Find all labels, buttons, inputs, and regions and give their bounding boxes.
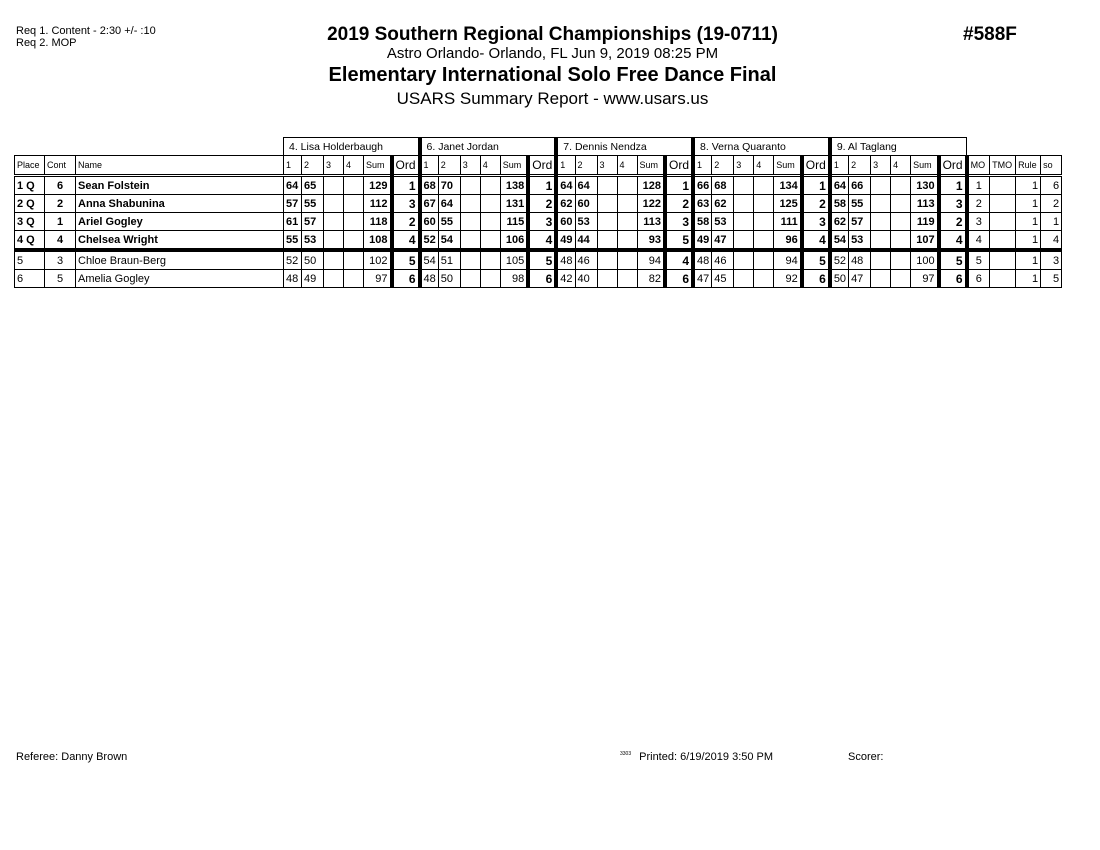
mark-cell: 49 [693, 231, 712, 251]
tmo-cell [990, 231, 1016, 251]
mark-cell [324, 195, 344, 213]
ordinal-cell: 3 [528, 213, 556, 231]
event-code: #588F [963, 24, 1017, 45]
ordinal-cell: 6 [665, 270, 693, 288]
judge-name: 6. Janet Jordan [420, 138, 557, 156]
mark-cell [754, 176, 774, 195]
mark-cell [597, 250, 617, 270]
tmo-cell [990, 195, 1016, 213]
mark-cell: 60 [575, 195, 597, 213]
mark-cell [754, 250, 774, 270]
ordinal-cell: 2 [665, 195, 693, 213]
mark-cell [344, 270, 364, 288]
mark-cell: 45 [712, 270, 734, 288]
mark-cell: 62 [712, 195, 734, 213]
skater-name: Ariel Gogley [76, 213, 284, 231]
mark-cell: 53 [849, 231, 871, 251]
column-header-row [15, 156, 1062, 176]
mark-cell [891, 213, 911, 231]
mark-cell [734, 213, 754, 231]
mark-cell [871, 270, 891, 288]
so-cell: 3 [1041, 250, 1062, 270]
sum-cell: 100 [911, 250, 939, 270]
mark-cell: 57 [302, 213, 324, 231]
mark-cell [460, 176, 480, 195]
judge-name: 7. Dennis Nendza [556, 138, 693, 156]
so-cell: 4 [1041, 231, 1062, 251]
cont-cell: 1 [45, 213, 76, 231]
mark-cell [734, 270, 754, 288]
mark-cell [344, 195, 364, 213]
ordinal-cell: 5 [939, 250, 967, 270]
report-header [280, 24, 825, 110]
mo-cell: 3 [967, 213, 990, 231]
so-cell: 2 [1041, 195, 1062, 213]
header-mark-3: 3 [324, 156, 344, 176]
header-mark-4: 4 [754, 156, 774, 176]
ordinal-cell: 5 [802, 250, 830, 270]
mark-cell [597, 231, 617, 251]
header-place: Place [15, 156, 45, 176]
table-row [15, 231, 1062, 251]
mark-cell [734, 176, 754, 195]
ordinal-cell: 1 [528, 176, 556, 195]
mark-cell: 66 [693, 176, 712, 195]
sum-cell: 97 [911, 270, 939, 288]
mark-cell: 53 [575, 213, 597, 231]
sum-cell: 82 [637, 270, 665, 288]
mark-cell [754, 195, 774, 213]
ordinal-cell: 2 [939, 213, 967, 231]
mark-cell [324, 270, 344, 288]
mark-cell [480, 195, 500, 213]
ordinal-cell: 3 [392, 195, 420, 213]
cont-cell: 2 [45, 195, 76, 213]
mark-cell [734, 250, 754, 270]
mark-cell: 48 [556, 250, 575, 270]
sum-cell: 122 [637, 195, 665, 213]
mark-cell: 46 [575, 250, 597, 270]
location-date: Astro Orlando- Orlando, FL Jun 9, 2019 08:25 PM [386, 45, 719, 62]
mark-cell [460, 250, 480, 270]
mark-cell [617, 195, 637, 213]
sum-cell: 93 [637, 231, 665, 251]
requirements [16, 25, 156, 49]
header-sum: Sum [364, 156, 392, 176]
report-name: USARS Summary Report - www.usars.us [396, 89, 709, 108]
sum-cell: 111 [774, 213, 802, 231]
sum-cell: 113 [637, 213, 665, 231]
mark-cell [891, 250, 911, 270]
ordinal-cell: 3 [939, 195, 967, 213]
mark-cell: 48 [693, 250, 712, 270]
mark-cell: 49 [556, 231, 575, 251]
ordinal-cell: 6 [802, 270, 830, 288]
mark-cell: 58 [830, 195, 849, 213]
mark-cell: 57 [284, 195, 302, 213]
table-row [15, 213, 1062, 231]
mark-cell: 61 [284, 213, 302, 231]
tmo-cell [990, 213, 1016, 231]
empty-cell [15, 138, 284, 156]
header-sum: Sum [500, 156, 528, 176]
sum-cell: 131 [500, 195, 528, 213]
mark-cell: 55 [284, 231, 302, 251]
ordinal-cell: 5 [392, 250, 420, 270]
header-mark-2: 2 [849, 156, 871, 176]
mark-cell [597, 270, 617, 288]
mark-cell: 49 [302, 270, 324, 288]
requirement-2: Req 2. MOP [16, 37, 77, 49]
ordinal-cell: 1 [665, 176, 693, 195]
ordinal-cell: 1 [939, 176, 967, 195]
mark-cell: 55 [302, 195, 324, 213]
mark-cell [891, 195, 911, 213]
header-rule: Rule [1016, 156, 1041, 176]
mark-cell [460, 213, 480, 231]
so-cell: 5 [1041, 270, 1062, 288]
skater-name: Sean Folstein [76, 176, 284, 195]
mo-cell: 5 [967, 250, 990, 270]
ordinal-cell: 1 [392, 176, 420, 195]
ordinal-cell: 4 [802, 231, 830, 251]
sum-cell: 113 [911, 195, 939, 213]
skater-name: Amelia Gogley [76, 270, 284, 288]
mark-cell [480, 250, 500, 270]
skater-name: Chelsea Wright [76, 231, 284, 251]
tiny-code: 3303 [620, 751, 632, 757]
so-cell: 1 [1041, 213, 1062, 231]
mark-cell: 44 [575, 231, 597, 251]
rule-cell: 1 [1016, 250, 1041, 270]
mark-cell: 62 [556, 195, 575, 213]
judge-name: 9. Al Taglang [830, 138, 967, 156]
mark-cell [344, 250, 364, 270]
rule-cell: 1 [1016, 176, 1041, 195]
mark-cell: 51 [438, 250, 460, 270]
mark-cell: 55 [849, 195, 871, 213]
header-ord: Ord [665, 156, 693, 176]
mark-cell: 48 [284, 270, 302, 288]
mark-cell: 58 [693, 213, 712, 231]
sum-cell: 96 [774, 231, 802, 251]
header-mark-1: 1 [830, 156, 849, 176]
mark-cell: 70 [438, 176, 460, 195]
judge-name: 4. Lisa Holderbaugh [284, 138, 420, 156]
mark-cell [344, 176, 364, 195]
mark-cell: 52 [284, 250, 302, 270]
mo-cell: 1 [967, 176, 990, 195]
mark-cell [871, 195, 891, 213]
cont-cell: 4 [45, 231, 76, 251]
mark-cell [344, 231, 364, 251]
header-mark-4: 4 [344, 156, 364, 176]
place-cell: 4 Q [15, 231, 45, 251]
sum-cell: 106 [500, 231, 528, 251]
sum-cell: 102 [364, 250, 392, 270]
sum-cell: 119 [911, 213, 939, 231]
header-sum: Sum [911, 156, 939, 176]
mark-cell [617, 176, 637, 195]
sum-cell: 115 [500, 213, 528, 231]
place-cell: 6 [15, 270, 45, 288]
place-cell: 1 Q [15, 176, 45, 195]
sum-cell: 128 [637, 176, 665, 195]
mark-cell [871, 231, 891, 251]
header-ord: Ord [802, 156, 830, 176]
mo-cell: 2 [967, 195, 990, 213]
place-cell: 3 Q [15, 213, 45, 231]
header-mark-3: 3 [734, 156, 754, 176]
mark-cell [324, 231, 344, 251]
sum-cell: 105 [500, 250, 528, 270]
sum-cell: 108 [364, 231, 392, 251]
mark-cell: 47 [712, 231, 734, 251]
header-cont: Cont [45, 156, 76, 176]
mark-cell: 48 [420, 270, 439, 288]
printed-info [620, 751, 773, 763]
mark-cell: 64 [575, 176, 597, 195]
table-row [15, 195, 1062, 213]
header-mark-1: 1 [284, 156, 302, 176]
so-cell: 6 [1041, 176, 1062, 195]
mark-cell: 53 [302, 231, 324, 251]
header-ord: Ord [939, 156, 967, 176]
referee: Referee: Danny Brown [16, 751, 128, 763]
mark-cell: 54 [420, 250, 439, 270]
header-mark-2: 2 [575, 156, 597, 176]
cont-cell: 6 [45, 176, 76, 195]
ordinal-cell: 3 [802, 213, 830, 231]
mark-cell [460, 270, 480, 288]
mark-cell [344, 213, 364, 231]
mark-cell [871, 213, 891, 231]
mark-cell: 63 [693, 195, 712, 213]
sum-cell: 130 [911, 176, 939, 195]
mark-cell: 50 [302, 250, 324, 270]
mark-cell: 64 [556, 176, 575, 195]
sum-cell: 98 [500, 270, 528, 288]
ordinal-cell: 2 [802, 195, 830, 213]
sum-cell: 92 [774, 270, 802, 288]
header-ord: Ord [528, 156, 556, 176]
mark-cell [891, 270, 911, 288]
mark-cell [480, 270, 500, 288]
mark-cell [734, 231, 754, 251]
header-sum: Sum [774, 156, 802, 176]
results-table [14, 137, 1062, 288]
ordinal-cell: 1 [802, 176, 830, 195]
ordinal-cell: 6 [939, 270, 967, 288]
mark-cell [617, 231, 637, 251]
ordinal-cell: 6 [528, 270, 556, 288]
header-mark-3: 3 [597, 156, 617, 176]
mo-cell: 4 [967, 231, 990, 251]
ordinal-cell: 4 [528, 231, 556, 251]
header-mark-2: 2 [438, 156, 460, 176]
ordinal-cell: 2 [392, 213, 420, 231]
mark-cell [754, 231, 774, 251]
place-cell: 5 [15, 250, 45, 270]
mark-cell: 47 [693, 270, 712, 288]
header-tmo: TMO [990, 156, 1016, 176]
mark-cell [754, 270, 774, 288]
mark-cell [871, 176, 891, 195]
mark-cell: 64 [438, 195, 460, 213]
mark-cell: 47 [849, 270, 871, 288]
mark-cell [617, 213, 637, 231]
sum-cell: 94 [774, 250, 802, 270]
mark-cell [324, 213, 344, 231]
header-mark-1: 1 [420, 156, 439, 176]
header-mark-1: 1 [693, 156, 712, 176]
event-title: Elementary International Solo Free Dance Final [328, 64, 777, 86]
header-mark-4: 4 [480, 156, 500, 176]
header-mark-1: 1 [556, 156, 575, 176]
mark-cell: 46 [712, 250, 734, 270]
mark-cell [480, 213, 500, 231]
judge-name: 8. Verna Quaranto [693, 138, 830, 156]
mark-cell: 50 [438, 270, 460, 288]
ordinal-cell: 4 [665, 250, 693, 270]
mark-cell [480, 176, 500, 195]
table-row [15, 250, 1062, 270]
requirement-1: Req 1. Content - 2:30 +/- :10 [16, 25, 156, 37]
competition-title: 2019 Southern Regional Championships (19-0711) [327, 24, 778, 45]
mark-cell: 48 [849, 250, 871, 270]
mark-cell: 60 [420, 213, 439, 231]
mark-cell: 40 [575, 270, 597, 288]
mark-cell [480, 231, 500, 251]
mark-cell: 64 [830, 176, 849, 195]
rule-cell: 1 [1016, 231, 1041, 251]
sum-cell: 94 [637, 250, 665, 270]
sum-cell: 107 [911, 231, 939, 251]
mark-cell [871, 250, 891, 270]
sum-cell: 138 [500, 176, 528, 195]
cont-cell: 5 [45, 270, 76, 288]
mark-cell: 54 [438, 231, 460, 251]
header-mark-4: 4 [617, 156, 637, 176]
sum-cell: 125 [774, 195, 802, 213]
header-mark-2: 2 [712, 156, 734, 176]
mark-cell [324, 250, 344, 270]
header-sum: Sum [637, 156, 665, 176]
tmo-cell [990, 250, 1016, 270]
header-mark-4: 4 [891, 156, 911, 176]
mark-cell: 62 [830, 213, 849, 231]
mark-cell [754, 213, 774, 231]
mark-cell: 67 [420, 195, 439, 213]
table-row [15, 270, 1062, 288]
mark-cell: 55 [438, 213, 460, 231]
header-mark-2: 2 [302, 156, 324, 176]
skater-name: Chloe Braun-Berg [76, 250, 284, 270]
mark-cell: 66 [849, 176, 871, 195]
tmo-cell [990, 176, 1016, 195]
mark-cell: 64 [284, 176, 302, 195]
cont-cell: 3 [45, 250, 76, 270]
header-mo: MO [967, 156, 990, 176]
mark-cell [597, 176, 617, 195]
ordinal-cell: 3 [665, 213, 693, 231]
mark-cell: 52 [420, 231, 439, 251]
mark-cell [597, 213, 617, 231]
ordinal-cell: 6 [392, 270, 420, 288]
mark-cell [324, 176, 344, 195]
rule-cell: 1 [1016, 213, 1041, 231]
sum-cell: 134 [774, 176, 802, 195]
mark-cell [597, 195, 617, 213]
place-cell: 2 Q [15, 195, 45, 213]
mark-cell [460, 231, 480, 251]
mark-cell: 52 [830, 250, 849, 270]
ordinal-cell: 2 [528, 195, 556, 213]
judge-header-row [15, 138, 1062, 156]
skater-name: Anna Shabunina [76, 195, 284, 213]
mark-cell: 68 [420, 176, 439, 195]
mark-cell [460, 195, 480, 213]
mo-cell: 6 [967, 270, 990, 288]
ordinal-cell: 4 [392, 231, 420, 251]
mark-cell [891, 231, 911, 251]
mark-cell: 65 [302, 176, 324, 195]
header-so: so [1041, 156, 1062, 176]
sum-cell: 129 [364, 176, 392, 195]
mark-cell: 50 [830, 270, 849, 288]
mark-cell: 57 [849, 213, 871, 231]
empty-cell [967, 138, 1062, 156]
mark-cell [617, 270, 637, 288]
rule-cell: 1 [1016, 270, 1041, 288]
header-name: Name [76, 156, 284, 176]
printed-date: Printed: 6/19/2019 3:50 PM [639, 751, 774, 763]
ordinal-cell: 4 [939, 231, 967, 251]
mark-cell [617, 250, 637, 270]
header-mark-3: 3 [460, 156, 480, 176]
mark-cell: 60 [556, 213, 575, 231]
scorer: Scorer: [848, 751, 884, 763]
mark-cell [891, 176, 911, 195]
header-ord: Ord [392, 156, 420, 176]
sum-cell: 112 [364, 195, 392, 213]
mark-cell [734, 195, 754, 213]
table-row [15, 176, 1062, 195]
header-mark-3: 3 [871, 156, 891, 176]
ordinal-cell: 5 [528, 250, 556, 270]
mark-cell: 54 [830, 231, 849, 251]
mark-cell: 42 [556, 270, 575, 288]
rule-cell: 1 [1016, 195, 1041, 213]
sum-cell: 97 [364, 270, 392, 288]
tmo-cell [990, 270, 1016, 288]
mark-cell: 68 [712, 176, 734, 195]
mark-cell: 53 [712, 213, 734, 231]
ordinal-cell: 5 [665, 231, 693, 251]
sum-cell: 118 [364, 213, 392, 231]
